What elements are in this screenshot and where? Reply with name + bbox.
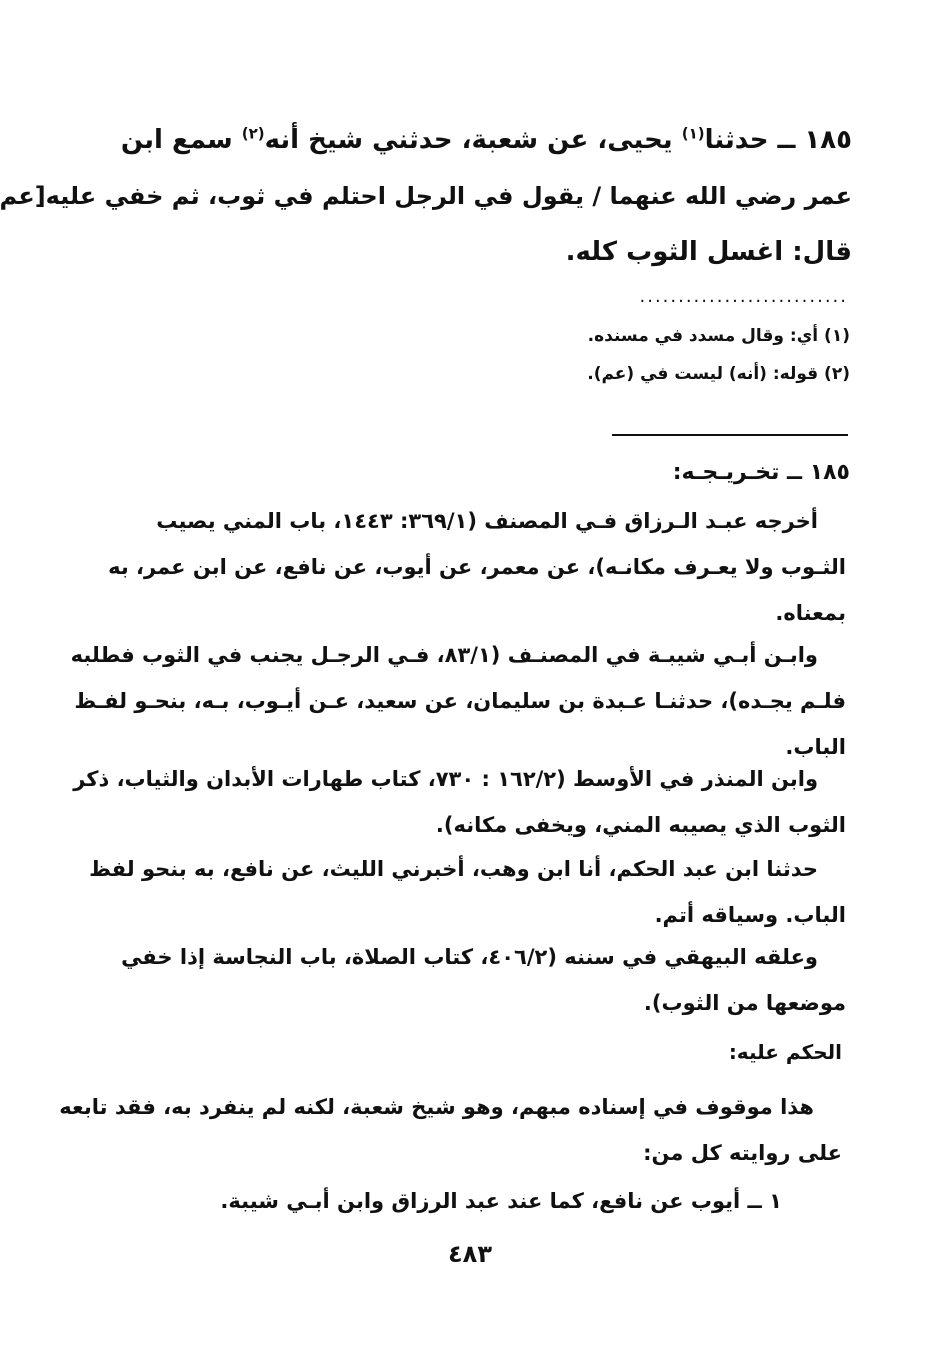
takhrij-paragraph-5 — [122, 934, 846, 1026]
hadith-line-1 — [118, 112, 852, 168]
takhrij-paragraph-3 — [73, 756, 846, 848]
paragraph-line: على روايته كل من: — [643, 1141, 842, 1165]
hadith-line-1-middle: يحيى، عن شعبة، حدثني شيخ أنه — [264, 125, 673, 155]
ruling-list-item-1: ١ ــ أيوب عن نافع، كما عند عبد الرزاق وابن أبـي شيبة. — [220, 1189, 782, 1213]
paragraph-line: الباب. وسياقه أتم. — [654, 903, 846, 927]
footnote-marker-1: (١) — [681, 124, 705, 143]
takhrij-paragraph-1 — [108, 498, 846, 636]
footnote-marker-2: (٢) — [241, 124, 265, 143]
hadith-line-3: قال: اغسل الثوب كله. — [565, 237, 852, 267]
takhrij-heading: ١٨٥ ــ تخـريـجـه: — [672, 460, 850, 485]
hadith-text — [0, 112, 852, 280]
paragraph-line: الباب. — [785, 735, 846, 759]
paragraph-line: حدثنا ابن عبد الحكم، أنا ابن وهب، أخبرني الليث، عن نافع، به بنحو لفظ — [89, 857, 818, 881]
paragraph-line: موضعها من الثوب). — [643, 991, 846, 1015]
paragraph-line: بمعناه. — [775, 601, 846, 625]
paragraph-line: وابـن أبـي شيبـة في المصنـف (٨٣/١، فـي الرجـل يجنب في الثوب فطلبه — [70, 643, 818, 667]
paragraph-line: الثـوب ولا يعـرف مكانـه)، عن معمر، عن أيوب، عن نافع، عن ابن عمر، به — [108, 555, 846, 579]
takhrij-paragraph-2 — [70, 632, 846, 770]
paragraph-line: هذا موقوف في إسناده مبهم، وهو شيخ شعبة، لكنه لم ينفرد به، فقد تابعه — [59, 1095, 814, 1119]
hadith-line-1-start: ١٨٥ ــ حدثنا — [704, 125, 852, 155]
footnote-1: (١) أي: وقال مسدد في مسنده. — [587, 326, 850, 346]
paragraph-line: فلـم يجـده)، حدثنـا عـبدة بن سليمان، عن سعيد، عـن أيـوب، بـه، بنحـو لفـظ — [74, 689, 846, 713]
paragraph-line: أخرجه عبـد الـرزاق فـي المصنف (٣٦٩/١: ١٤٤٣، باب المني يصيب — [156, 509, 818, 533]
hadith-line-1-end: سمع ابن — [120, 125, 233, 155]
paragraph-line: وابن المنذر في الأوسط (١٦٢/٢ : ٧٣٠، كتاب طهارات الأبدان والثياب، ذكر — [73, 767, 818, 791]
section-divider — [612, 434, 848, 436]
paragraph-line: الثوب الذي يصيبه المني، ويخفى مكانه). — [435, 813, 846, 837]
footnote-separator-dots: ........................... — [639, 286, 848, 307]
footnote-2: (٢) قوله: (أنه) ليست في (عم). — [587, 364, 850, 384]
ruling-heading: الحكم عليه: — [728, 1040, 842, 1064]
ruling-paragraph — [59, 1084, 842, 1176]
page-number: ٤٨٣ — [448, 1240, 492, 1268]
paragraph-line: وعلقه البيهقي في سننه (٤٠٦/٢، كتاب الصلاة، باب النجاسة إذا خفي — [121, 945, 818, 969]
hadith-line-2: عمر رضي الله عنهما / يقول في الرجل احتلم في ثوب، ثم خفي عليه[عم — [0, 182, 852, 210]
takhrij-paragraph-4 — [89, 846, 846, 938]
